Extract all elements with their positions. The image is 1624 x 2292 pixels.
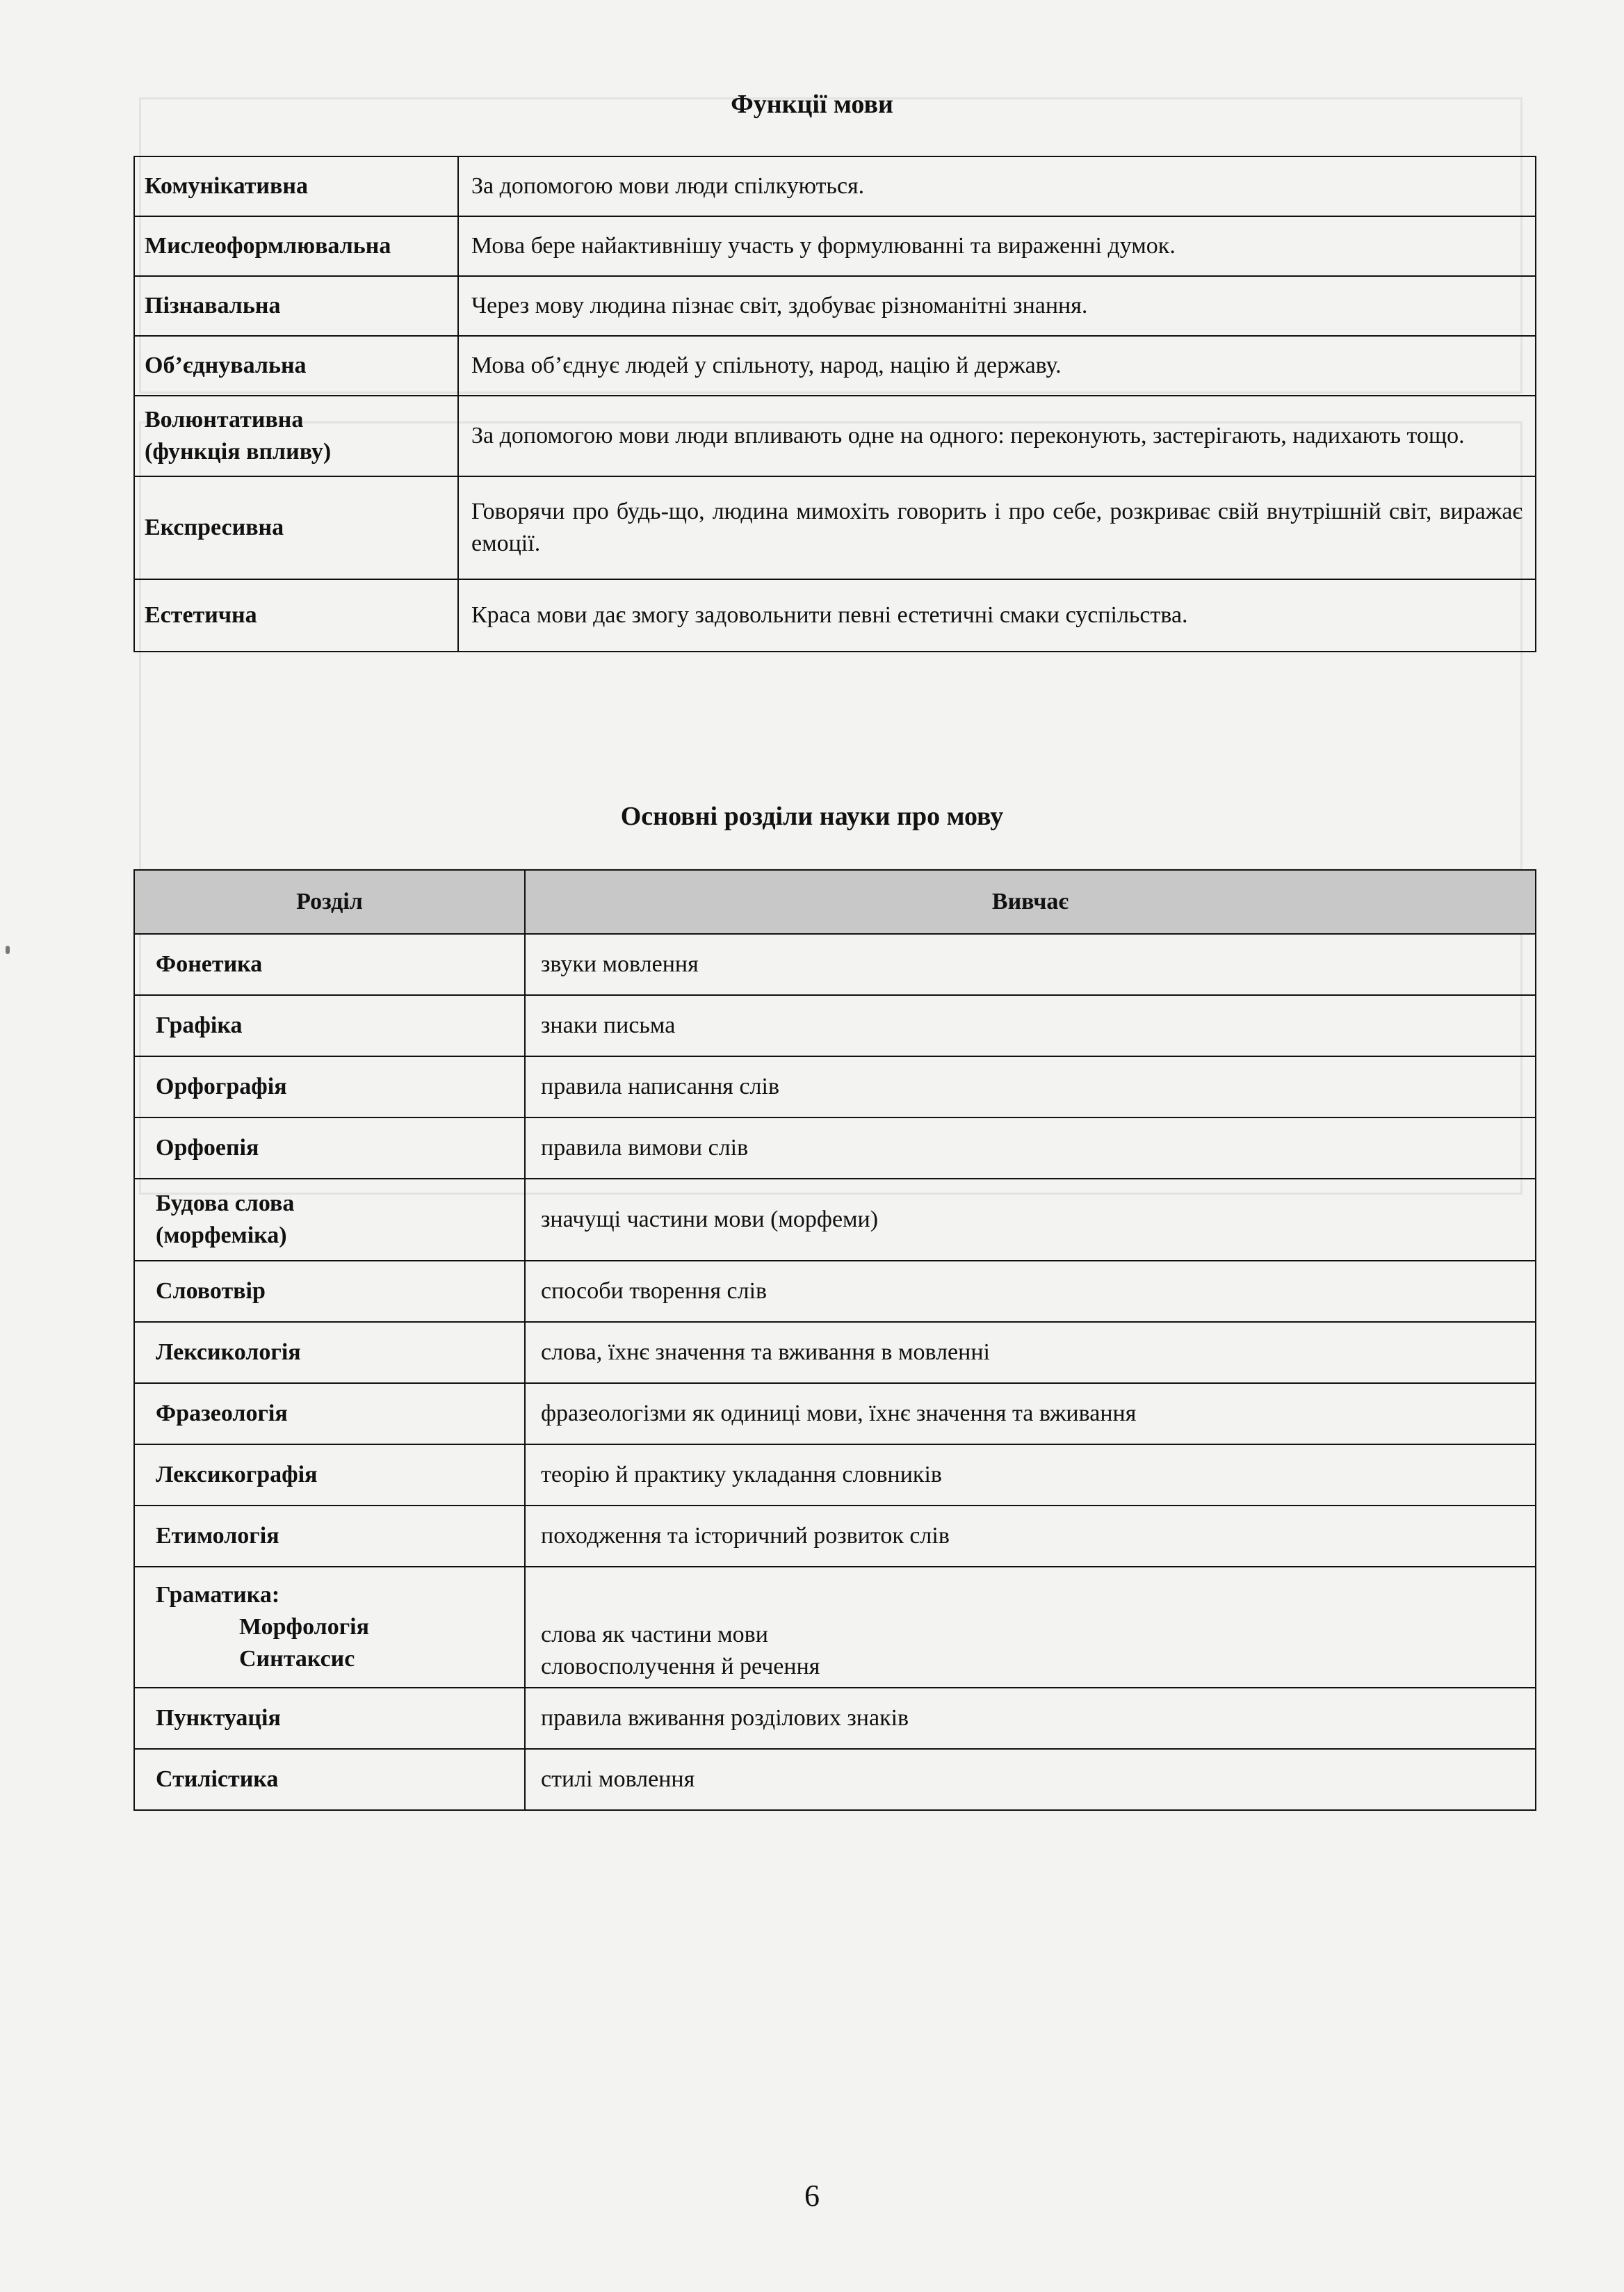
section-name: Орфоепія	[134, 1117, 525, 1179]
function-name-note: (функція впливу)	[145, 439, 332, 465]
functions-title: Функції мови	[731, 90, 893, 119]
section-name: Лексикографія	[134, 1444, 525, 1506]
sections-title: Основні розділи науки про мову	[620, 802, 1004, 831]
table-row	[134, 1179, 1536, 1261]
section-description: правила вимови слів	[525, 1117, 1536, 1179]
function-name: Естетична	[134, 579, 458, 652]
grammar-label: Граматика:	[156, 1582, 280, 1608]
function-name: Експресивна	[134, 476, 458, 579]
table-row	[134, 396, 1536, 476]
grammar-morphology-description: слова як частини мови	[541, 1622, 768, 1648]
function-description: Через мову людина пізнає світ, здобуває різноманітні знання.	[458, 276, 1536, 336]
table-row	[134, 276, 1536, 336]
function-name: Об’єднувальна	[134, 336, 458, 396]
section-description: правила вживання розділових знаків	[525, 1688, 1536, 1749]
table-row	[134, 1322, 1536, 1383]
section-name: Словотвір	[134, 1261, 525, 1322]
function-name: Мислеоформлювальна	[134, 216, 458, 276]
section-name	[134, 1567, 525, 1688]
section-name: Пунктуація	[134, 1688, 525, 1749]
page-number: 6	[804, 2179, 820, 2213]
section-name	[134, 1179, 525, 1261]
paper-speck	[6, 946, 10, 954]
section-name: Графіка	[134, 995, 525, 1056]
function-description: Мова об’єднує людей у спільноту, народ, націю й державу.	[458, 336, 1536, 396]
function-description: Мова бере найактивнішу участь у формулюванні та вираженні думок.	[458, 216, 1536, 276]
function-description: Краса мови дає змогу задовольнити певні естетичні смаки суспільства.	[458, 579, 1536, 652]
table-row	[134, 1117, 1536, 1179]
section-name: Етимологія	[134, 1506, 525, 1567]
sections-table	[133, 869, 1536, 1811]
table-row	[134, 995, 1536, 1056]
function-name-line: Волюнтативна	[145, 407, 304, 433]
table-row	[134, 1056, 1536, 1117]
grammar-subsection-syntax: Синтаксис	[239, 1645, 355, 1672]
section-name-note: (морфеміка)	[156, 1222, 287, 1248]
section-description: фразеологізми як одиниці мови, їхнє значення та вживання	[525, 1383, 1536, 1444]
function-description: Говорячи про будь-що, людина мимохіть говорить і про себе, розкриває свій внутрішній світ, виражає емоції.	[458, 476, 1536, 579]
table-row	[134, 1444, 1536, 1506]
section-name: Стилістика	[134, 1749, 525, 1810]
section-description: походження та історичний розвиток слів	[525, 1506, 1536, 1567]
function-name: Комунікативна	[134, 156, 458, 216]
functions-table	[133, 156, 1536, 652]
column-header-section: Розділ	[134, 870, 525, 934]
section-description: слова, їхнє значення та вживання в мовленні	[525, 1322, 1536, 1383]
table-header-row	[134, 870, 1536, 934]
table-row	[134, 1688, 1536, 1749]
section-description: значущі частини мови (морфеми)	[525, 1179, 1536, 1261]
function-description: За допомогою мови люди впливають одне на одного: переконують, застерігають, надихають тощо.	[458, 396, 1536, 476]
table-row	[134, 579, 1536, 652]
section-description: способи творення слів	[525, 1261, 1536, 1322]
column-header-studies: Вивчає	[525, 870, 1536, 934]
section-description	[525, 1567, 1536, 1688]
section-description: стилі мовлення	[525, 1749, 1536, 1810]
function-name	[134, 396, 458, 476]
section-description: звуки мовлення	[525, 934, 1536, 995]
section-name-line: Будова слова	[156, 1191, 295, 1217]
table-row	[134, 156, 1536, 216]
grammar-syntax-description: словосполучення й речення	[541, 1654, 820, 1680]
function-name: Пізнавальна	[134, 276, 458, 336]
section-description: правила написання слів	[525, 1056, 1536, 1117]
table-row	[134, 1261, 1536, 1322]
table-row	[134, 216, 1536, 276]
table-row	[134, 336, 1536, 396]
function-description: За допомогою мови люди спілкуються.	[458, 156, 1536, 216]
grammar-subsection-morphology: Морфологія	[239, 1614, 369, 1640]
table-row	[134, 1749, 1536, 1810]
section-description: знаки письма	[525, 995, 1536, 1056]
section-name: Орфографія	[134, 1056, 525, 1117]
section-name: Лексикологія	[134, 1322, 525, 1383]
table-row	[134, 1383, 1536, 1444]
table-row-grammar	[134, 1567, 1536, 1688]
table-row	[134, 934, 1536, 995]
table-row	[134, 476, 1536, 579]
table-row	[134, 1506, 1536, 1567]
section-description: теорію й практику укладання словників	[525, 1444, 1536, 1506]
section-name: Фразеологія	[134, 1383, 525, 1444]
section-name: Фонетика	[134, 934, 525, 995]
